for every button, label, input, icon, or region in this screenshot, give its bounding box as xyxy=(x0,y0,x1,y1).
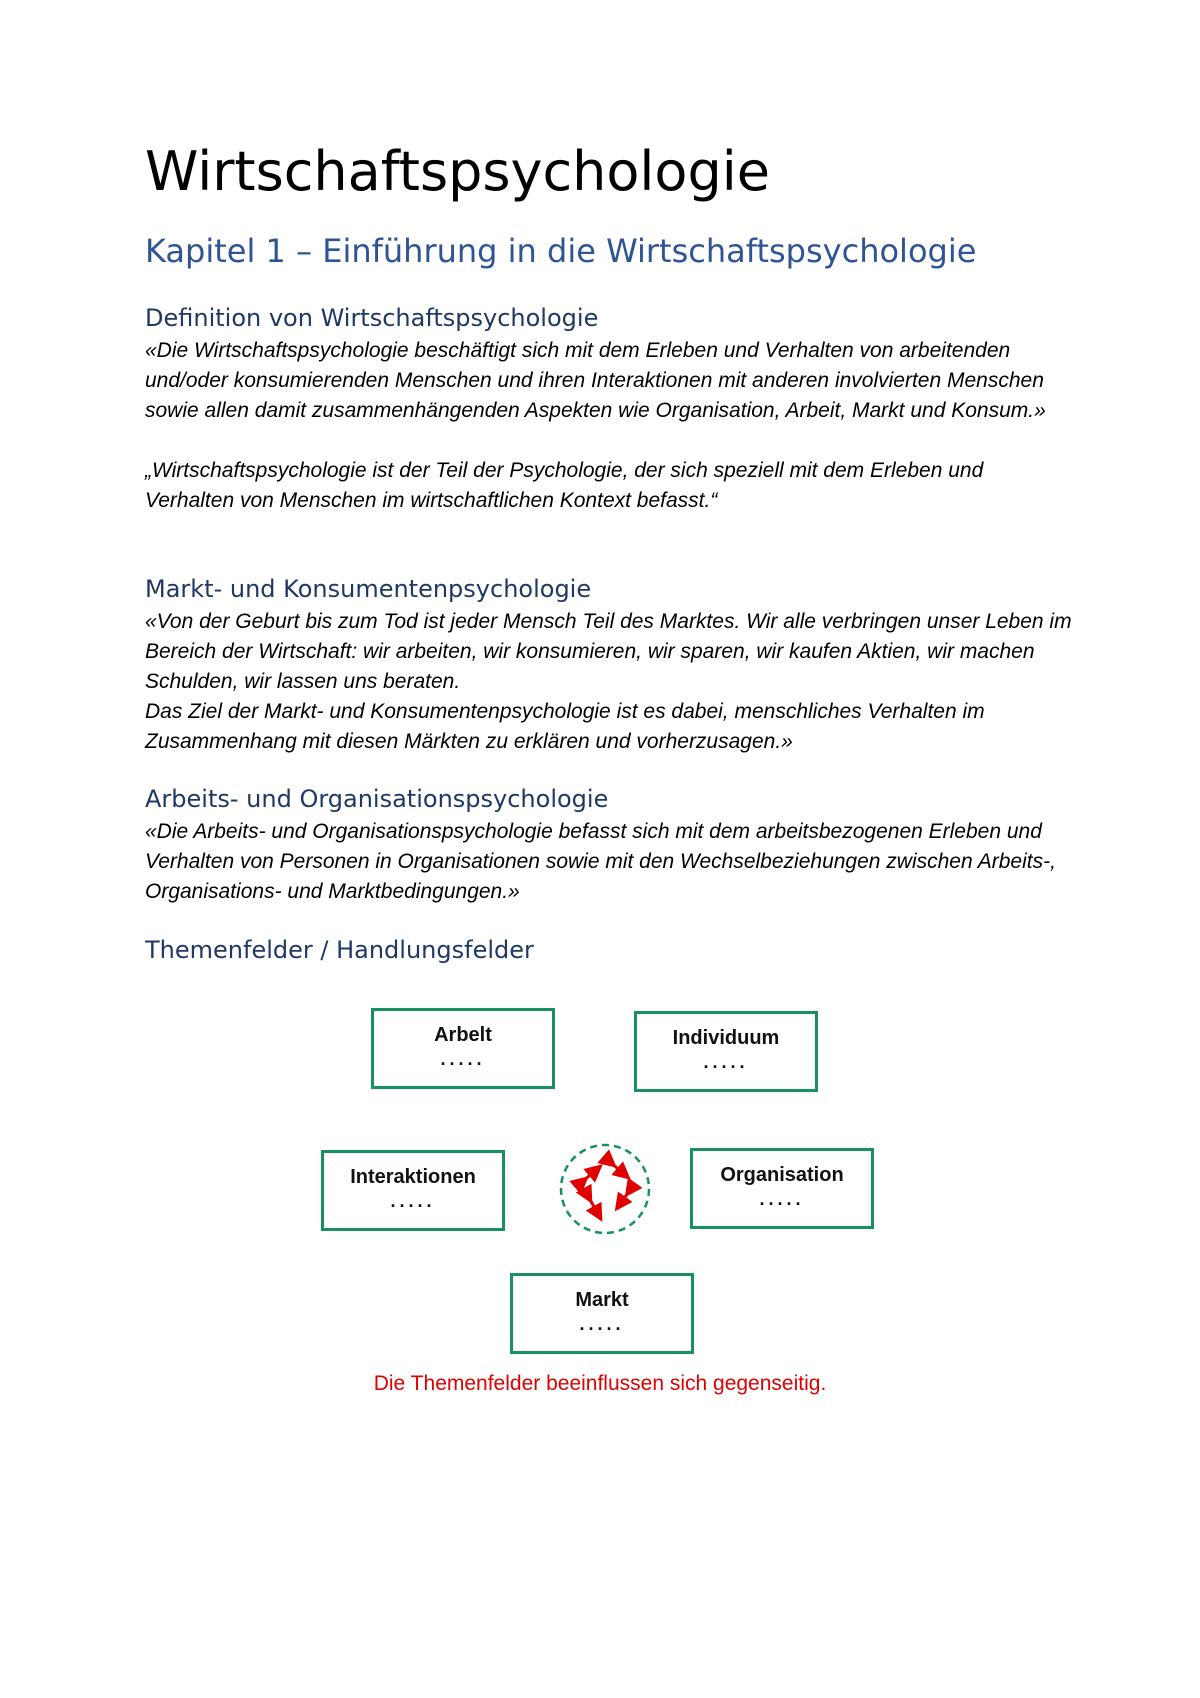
definition-quote-1: «Die Wirtschaftspsychologie beschäftigt sich mit dem Erleben und Verhalten von arbeitenden und/oder konsumierenden Menschen und ihren Interaktionen mit anderen involvierten Menschen sowie allen damit zusammenhängenden Aspekten wie Organisation, Arbeit, Markt und Konsum.» xyxy=(145,339,1046,422)
box-markt-dots: ..... xyxy=(579,1314,625,1334)
diagram-caption: Die Themenfelder beeinflussen sich gegenseitig. xyxy=(373,1372,827,1395)
box-interaktionen xyxy=(321,1150,505,1231)
arbeit-quote: «Die Arbeits- und Organisationspsychologie befasst sich mit dem arbeitsbezogenen Erleben und Verhalten von Personen in Organisationen sowie mit den Wechselbeziehungen zwischen Arbeits-, Organisations- und Marktbedingungen.» xyxy=(145,820,1056,903)
definition-quote-2: „Wirtschaftspsychologie ist der Teil der Psychologie, der sich speziell mit dem Erleben und Verhalten von Menschen im wirtschaftlichen Kontext befasst.“ xyxy=(145,459,984,512)
cycle-arrow xyxy=(610,1162,624,1174)
box-organisation-label: Organisation xyxy=(720,1164,844,1186)
cycle-arrow xyxy=(582,1170,596,1182)
cycle-arrow xyxy=(588,1196,598,1214)
chapter-title: Kapitel 1 – Einführung in die Wirtschaftspsychologie xyxy=(145,232,977,270)
box-markt-label: Markt xyxy=(575,1289,629,1311)
box-interaktionen-label: Interaktionen xyxy=(350,1166,476,1188)
box-markt xyxy=(510,1273,694,1354)
box-arbeit-dots: ..... xyxy=(440,1049,486,1069)
box-individuum-dots: ..... xyxy=(703,1052,749,1072)
markt-paragraph-1: «Von der Geburt bis zum Tod ist jeder Mensch Teil des Marktes. Wir alle verbringen unser Leben im Bereich der Wirtschaft: wir arbeiten, wir konsumieren, wir sparen, wir kaufen Aktien, wir machen Schulden, wir lassen uns beraten. xyxy=(145,610,1072,693)
definition-text xyxy=(145,336,1075,516)
page-title: Wirtschaftspsychologie xyxy=(145,140,770,203)
heading-markt: Markt- und Konsumentenpsychologie xyxy=(145,575,592,603)
markt-paragraph-2: Das Ziel der Markt- und Konsumentenpsychologie ist es dabei, menschliches Verhalten im Zusammenhang mit diesen Märkten zu erklären und vorherzusagen.» xyxy=(145,700,985,753)
box-arbeit xyxy=(371,1008,555,1089)
heading-arbeit: Arbeits- und Organisationspsychologie xyxy=(145,785,609,813)
box-interaktionen-dots: ..... xyxy=(390,1191,436,1211)
cycle-circle xyxy=(561,1145,649,1233)
box-organisation-dots: ..... xyxy=(759,1189,805,1209)
heading-themen: Themenfelder / Handlungsfelder xyxy=(145,936,534,964)
box-organisation xyxy=(690,1148,874,1229)
box-individuum-label: Individuum xyxy=(672,1027,780,1049)
box-arbeit-label: Arbelt xyxy=(434,1024,492,1046)
interaction-cycle-icon xyxy=(558,1142,652,1236)
box-individuum xyxy=(634,1011,818,1092)
heading-definition: Definition von Wirtschaftspsychologie xyxy=(145,304,599,332)
arbeit-text xyxy=(145,817,1075,907)
cycle-arrow xyxy=(620,1190,630,1204)
markt-text xyxy=(145,607,1075,757)
